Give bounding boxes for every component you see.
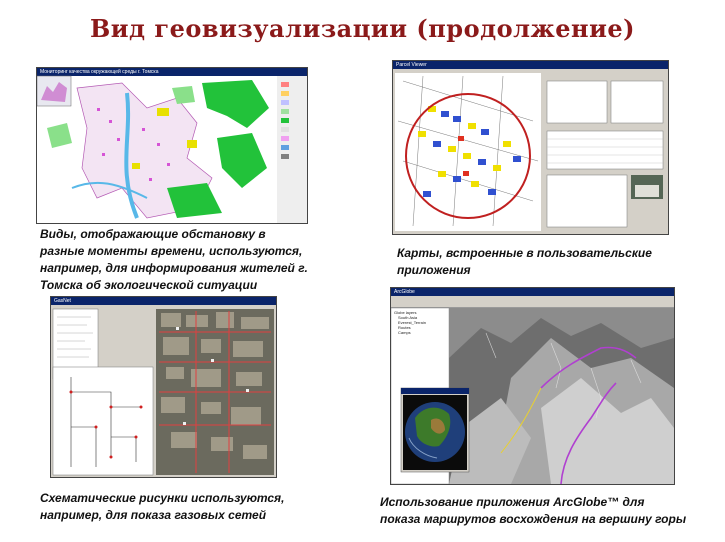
caption-arcglobe: Использование приложения ArcGlobe™ для показа маршрутов восхождения на вершину горы xyxy=(380,495,687,526)
slide-title: Вид геовизуализации (продолжение) xyxy=(89,14,636,43)
toc-root[interactable]: Globe layers xyxy=(394,310,417,315)
caption-tomsk: Виды, отображающие обстановку в разные моменты времени, используются, например, для информирования жителей г. Томска об экологической ситуации xyxy=(40,227,308,292)
parcel-app-screenshot xyxy=(392,60,669,235)
globe-window-title: ArcGlobe xyxy=(394,289,415,295)
globe-toc xyxy=(394,310,448,335)
gas-network-screenshot xyxy=(50,296,277,478)
gas-schematic-canvas xyxy=(51,297,276,477)
caption-apps: Карты, встроенные в пользовательские приложения xyxy=(397,246,652,277)
tomsk-map-canvas xyxy=(37,68,307,223)
parcel-window-title: Parcel Viewer xyxy=(396,62,427,68)
arcglobe-screenshot xyxy=(390,287,675,485)
tomsk-window-title: Мониторинг качества окружающей среды г. Томска xyxy=(40,69,159,75)
toc-item[interactable]: South Asia xyxy=(398,315,418,320)
caption-gas: Схематические рисунки используются, например, для показа газовых сетей xyxy=(40,491,285,522)
toc-item[interactable]: Everest_Terrain xyxy=(398,320,427,325)
toc-item[interactable]: Routes xyxy=(398,325,411,330)
parcel-map-canvas xyxy=(393,61,668,234)
toc-item[interactable]: Camps xyxy=(398,330,411,335)
tomsk-map-screenshot xyxy=(36,67,308,224)
gas-window-title: GasNet xyxy=(54,298,71,304)
